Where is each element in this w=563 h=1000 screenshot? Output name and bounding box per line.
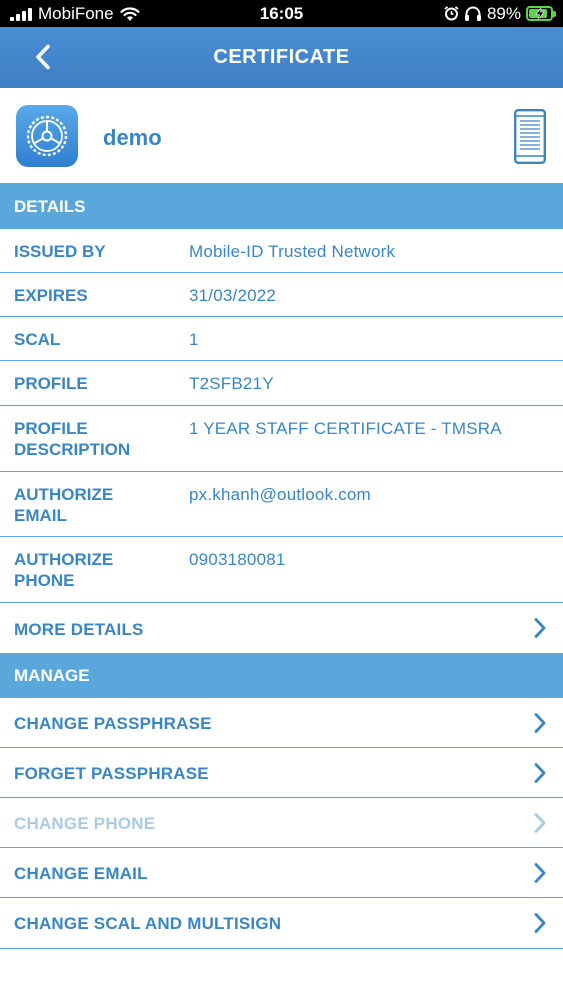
section-header-manage: MANAGE	[0, 653, 563, 698]
app-header	[0, 88, 563, 184]
more-details-button[interactable]	[0, 603, 563, 653]
change-passphrase-button[interactable]	[0, 698, 563, 748]
forget-passphrase-button[interactable]	[0, 748, 563, 798]
chevron-right-icon	[533, 812, 547, 834]
phone-document-icon[interactable]	[514, 109, 546, 164]
chevron-right-icon	[533, 617, 547, 639]
detail-value: 31/03/2022	[189, 286, 277, 305]
action-label: CHANGE EMAIL	[14, 864, 148, 883]
detail-row-expires	[0, 273, 563, 317]
change-scal-multisign-button[interactable]	[0, 898, 563, 949]
battery-percent: 89%	[486, 3, 521, 23]
detail-label: SCAL	[14, 330, 61, 349]
change-email-button[interactable]	[0, 848, 563, 898]
detail-label	[14, 549, 113, 591]
detail-value: T2SFB21Y	[189, 374, 274, 393]
detail-label-line: AUTHORIZE	[14, 485, 114, 504]
detail-row-authorize-phone	[0, 537, 563, 603]
settings-gear-icon	[16, 105, 78, 167]
detail-value: 1 YEAR STAFF CERTIFICATE - TMSRA	[189, 419, 502, 438]
app-name: demo	[103, 125, 162, 150]
detail-row-scal	[0, 317, 563, 361]
action-label: CHANGE SCAL AND MULTISIGN	[14, 914, 282, 933]
navigation-bar	[0, 27, 563, 88]
detail-label	[14, 418, 130, 460]
status-bar-right	[444, 4, 553, 23]
detail-row-issued-by	[0, 229, 563, 273]
detail-value: 1	[189, 330, 199, 349]
alarm-icon	[444, 6, 459, 21]
detail-row-authorize-email	[0, 472, 563, 537]
chevron-right-icon	[533, 862, 547, 884]
carrier-name: MobiFone	[38, 4, 114, 23]
detail-label: ISSUED BY	[14, 242, 106, 261]
detail-row-profile-description	[0, 406, 563, 472]
detail-label-line: PHONE	[14, 571, 75, 590]
detail-value: 0903180081	[189, 550, 286, 569]
detail-row-profile	[0, 361, 563, 406]
action-label: FORGET PASSPHRASE	[14, 764, 209, 783]
battery-charging-icon	[526, 6, 553, 21]
detail-label-line: AUTHORIZE	[14, 550, 114, 569]
detail-label-line: EMAIL	[14, 506, 67, 525]
page-title: CERTIFICATE	[213, 46, 350, 68]
chevron-right-icon	[533, 912, 547, 934]
change-phone-button[interactable]	[0, 798, 563, 848]
detail-value: Mobile-ID Trusted Network	[189, 242, 396, 261]
more-details-label: MORE DETAILS	[14, 620, 144, 639]
detail-label: EXPIRES	[14, 286, 88, 305]
status-time: 16:05	[259, 4, 304, 23]
chevron-right-icon	[533, 762, 547, 784]
status-bar	[0, 0, 563, 27]
action-label: CHANGE PASSPHRASE	[14, 714, 212, 733]
detail-label-line: DESCRIPTION	[14, 440, 131, 459]
section-header-details: DETAILS	[0, 184, 563, 229]
detail-label-line: PROFILE	[14, 419, 88, 438]
headphones-icon	[464, 6, 482, 21]
action-label: CHANGE PHONE	[14, 814, 156, 833]
detail-label	[14, 484, 113, 526]
chevron-right-icon	[533, 712, 547, 734]
detail-value: px.khanh@outlook.com	[189, 485, 371, 504]
detail-label: PROFILE	[14, 374, 88, 393]
